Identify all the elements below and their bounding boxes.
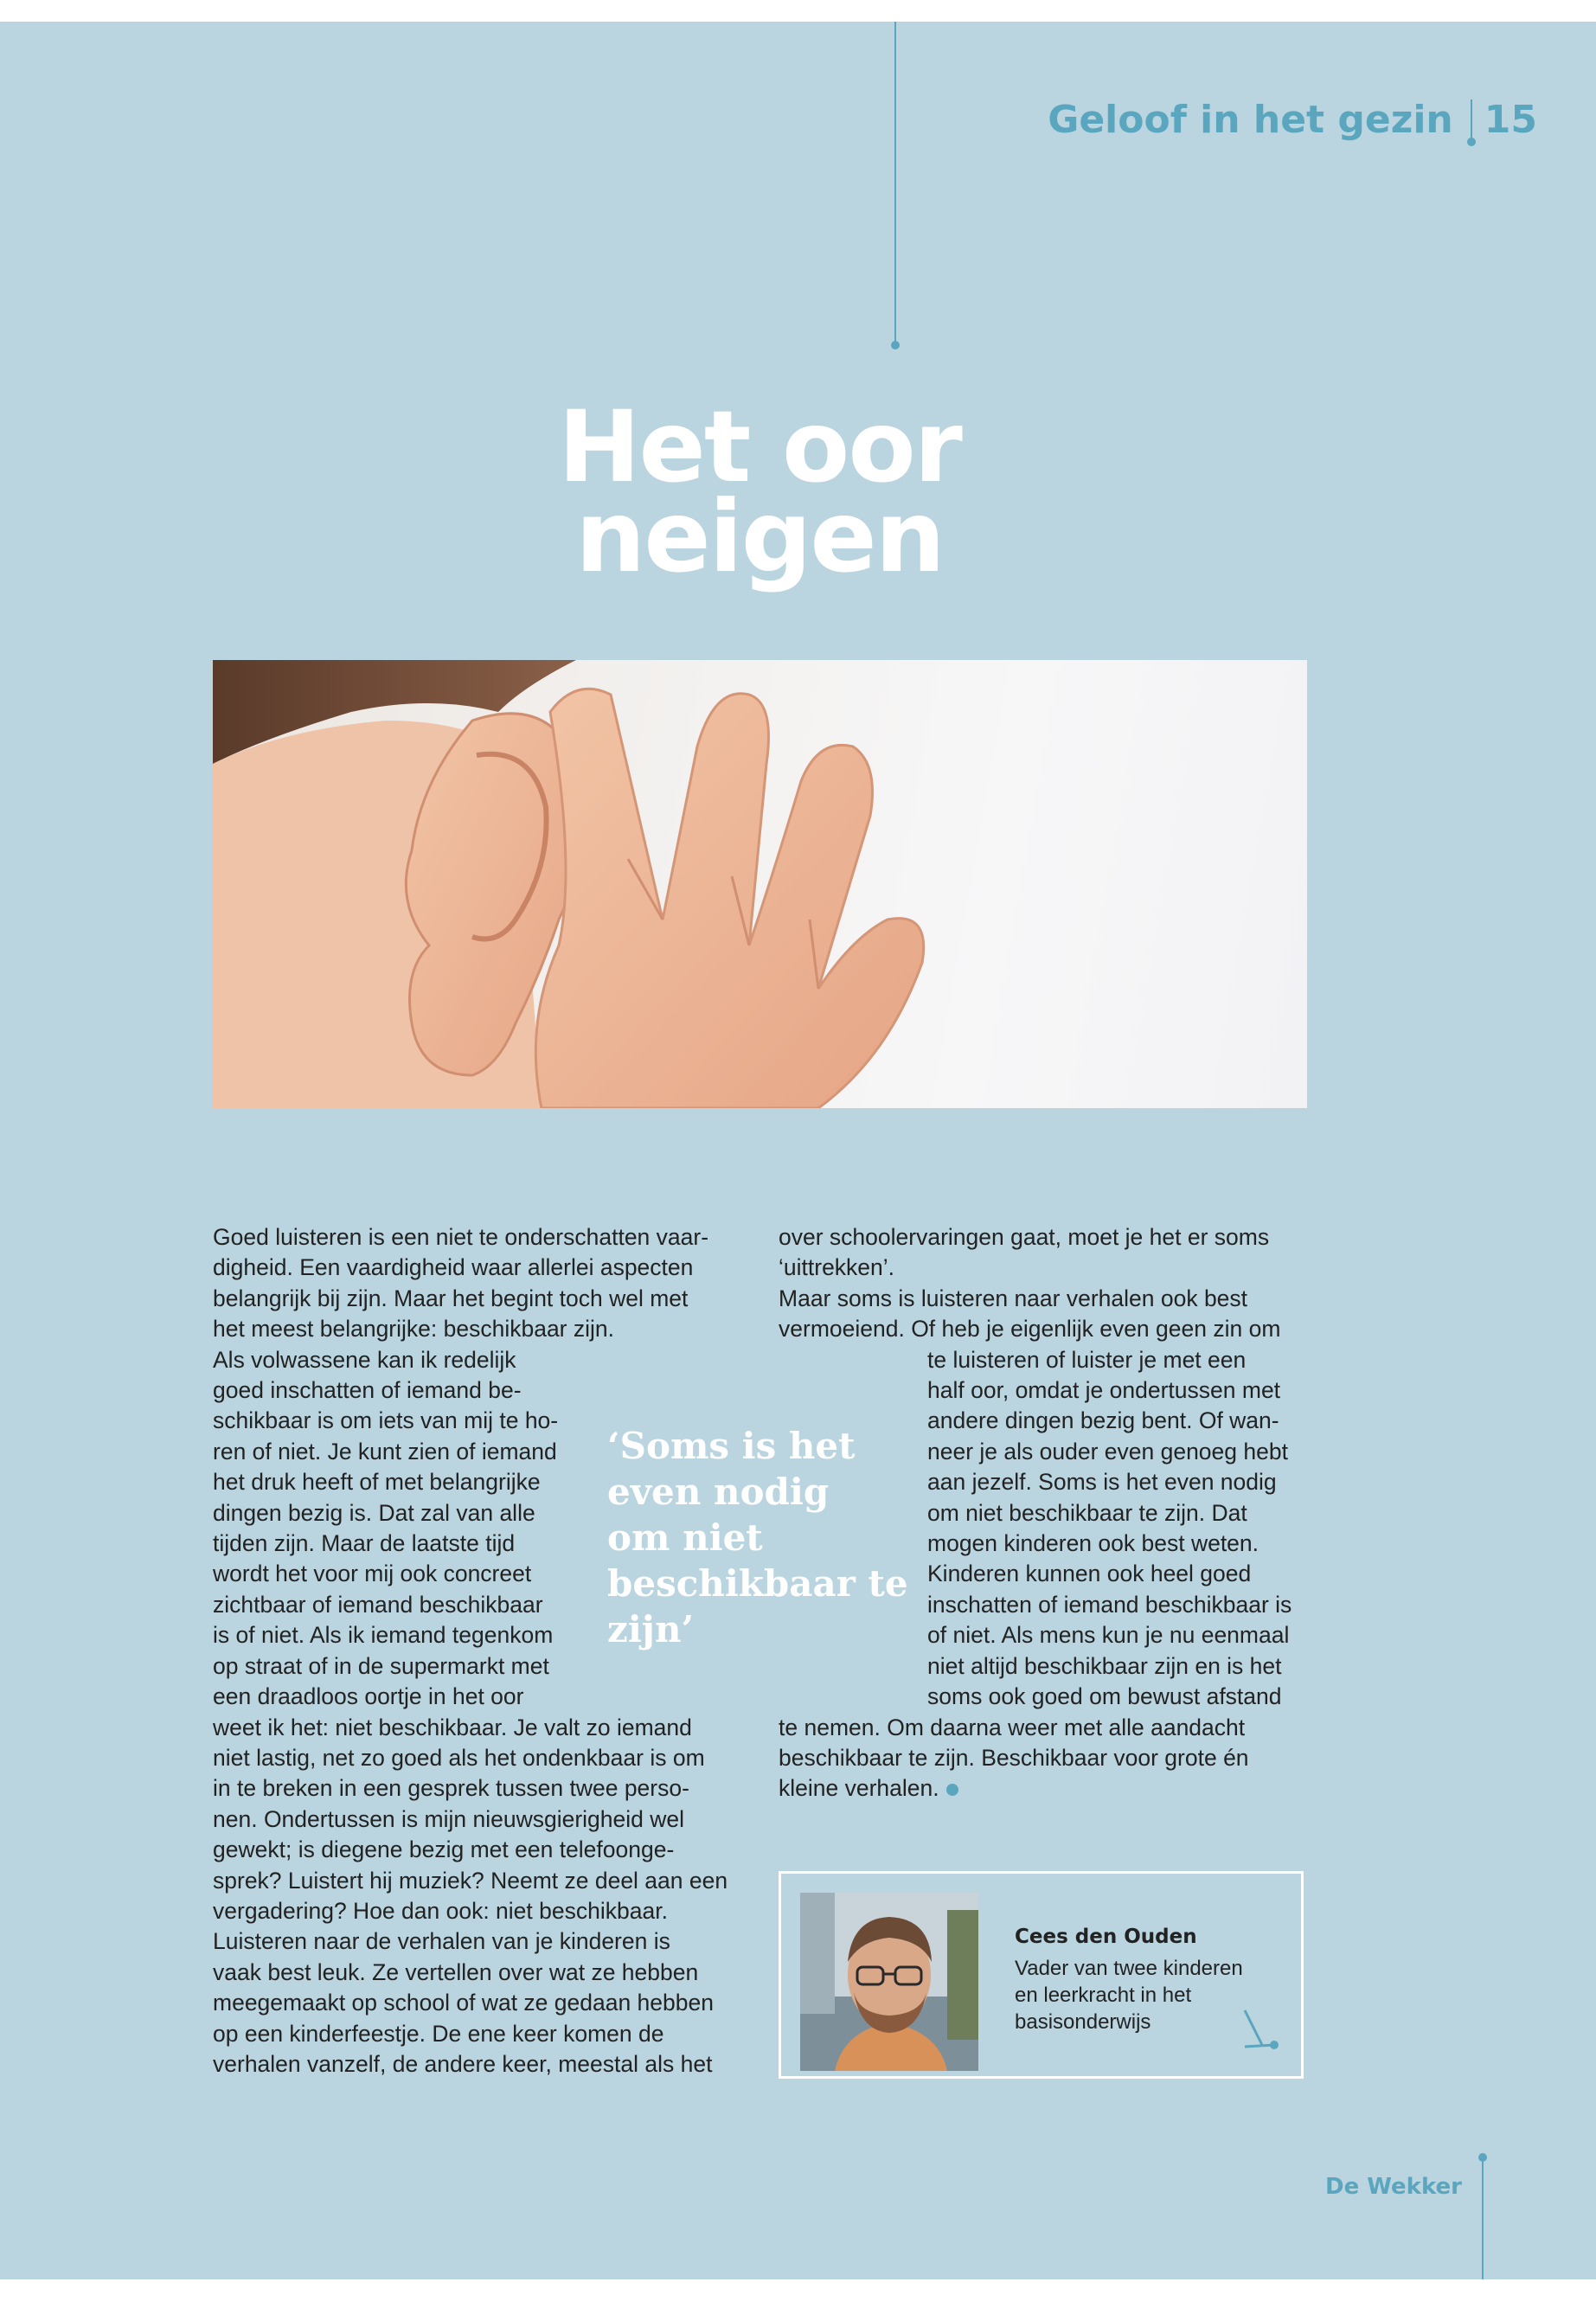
- text-line: vermoeiend. Of heb je eigenlijk even geen zin om: [779, 1316, 1281, 1343]
- pull-quote-line: zijn’: [607, 1608, 695, 1650]
- text-line: Als volwassene kan ik redelijk: [213, 1346, 516, 1373]
- magazine-page: [0, 22, 1596, 2279]
- text-line: het druk heeft of met belangrijke: [213, 1469, 541, 1496]
- text-line: half oor, omdat je ondertussen met: [927, 1377, 1281, 1404]
- text-line: in te breken in een gesprek tussen twee perso-: [213, 1775, 689, 1802]
- bottom-vertical-line: [1482, 2157, 1484, 2279]
- text-line: dingen bezig is. Dat zal van alle: [213, 1499, 535, 1526]
- author-role-line: basisonderwijs: [1015, 2010, 1151, 2034]
- header-separator: [1471, 99, 1472, 141]
- text-line: is of niet. Als ik iemand tegenkom: [213, 1622, 554, 1649]
- ear-hand-illustration: [213, 660, 1307, 1108]
- author-photo: [800, 1893, 978, 2071]
- text-line: digheid. Een vaardigheid waar allerlei aspecten: [213, 1254, 694, 1281]
- text-line: meegemaakt op school of wat ze gedaan hebben: [213, 1990, 714, 2016]
- author-box: [779, 1871, 1304, 2079]
- text-line: niet lastig, net zo goed als het ondenkbaar is om: [213, 1744, 705, 1771]
- pull-quote-line: beschikbaar te: [607, 1562, 908, 1605]
- author-role-line: Vader van twee kinderen: [1015, 1957, 1243, 1980]
- running-header: [1048, 98, 1537, 142]
- text-line-last: [779, 1773, 1311, 1804]
- text-line: wordt het voor mij ook concreet: [213, 1561, 532, 1587]
- text-line: andere dingen bezig bent. Of wan-: [927, 1407, 1279, 1434]
- text-line: belangrijk bij zijn. Maar het begint toch wel met: [213, 1285, 689, 1311]
- text-line: soms ook goed om bewust afstand: [927, 1683, 1282, 1710]
- text-line: of niet. Als mens kun je nu eenmaal: [927, 1622, 1290, 1649]
- text-line: Kinderen kunnen ook heel goed: [927, 1561, 1252, 1587]
- page-number: 15: [1484, 98, 1537, 142]
- text-line: beschikbaar te zijn. Beschikbaar voor grote én: [779, 1744, 1249, 1771]
- text-line: sprek? Luistert hij muziek? Neemt ze deel aan een: [213, 1867, 728, 1894]
- article-title: [517, 389, 1002, 594]
- text-line: het meest belangrijke: beschikbaar zijn.: [213, 1316, 614, 1343]
- text-line: nen. Ondertussen is mijn nieuwsgierigheid wel: [213, 1805, 685, 1832]
- top-line-dot: [891, 341, 900, 349]
- text-line: vaak best leuk. Ze vertellen over wat ze hebben: [213, 1958, 699, 1985]
- pull-quote-line: even nodig: [607, 1471, 830, 1513]
- decorative-line-icon: [1240, 2003, 1283, 2055]
- author-portrait: [800, 1893, 978, 2071]
- text-line: om niet beschikbaar te zijn. Dat: [927, 1499, 1247, 1526]
- text-line: mogen kinderen ook best weten.: [927, 1530, 1259, 1557]
- text-line: aan jezelf. Soms is het even nodig: [927, 1469, 1277, 1496]
- text-line: op straat of in de supermarkt met: [213, 1652, 549, 1679]
- text-line: goed inschatten of iemand be-: [213, 1377, 522, 1404]
- text-line: op een kinderfeestje. De ene keer komen de: [213, 2020, 664, 2047]
- footer-brand: De Wekker: [1325, 2174, 1462, 2200]
- text-line: tijden zijn. Maar de laatste tijd: [213, 1530, 516, 1557]
- author-role-line: en leerkracht in het: [1015, 1984, 1192, 2007]
- text-line: ren of niet. Je kunt zien of iemand: [213, 1438, 557, 1465]
- text-line: zichtbaar of iemand beschikbaar: [213, 1591, 543, 1618]
- section-title: Geloof in het gezin: [1048, 98, 1453, 142]
- text-line: neer je als ouder even genoeg hebt: [927, 1438, 1288, 1465]
- pull-quote-line: om niet: [607, 1516, 763, 1559]
- text-line: schikbaar is om iets van mij te ho-: [213, 1407, 559, 1434]
- last-line-text: kleine verhalen.: [779, 1775, 939, 1802]
- hero-image-ear-hand: [213, 660, 1307, 1108]
- text-line: niet altijd beschikbaar zijn en is het: [927, 1652, 1282, 1679]
- text-line: inschatten of iemand beschikbaar is: [927, 1591, 1292, 1618]
- title-line-2: neigen: [575, 479, 944, 594]
- text-line: te nemen. Om daarna weer met alle aandacht: [779, 1714, 1246, 1740]
- text-line: Goed luisteren is een niet te onderschatten vaar-: [213, 1224, 709, 1250]
- author-name: Cees den Ouden: [1015, 1926, 1197, 1948]
- text-line: gewekt; is diegene bezig met een telefoonge-: [213, 1836, 675, 1863]
- text-line: over schoolervaringen gaat, moet je het er soms: [779, 1224, 1270, 1250]
- title-line-1: Het oor: [558, 389, 961, 504]
- text-line: Maar soms is luisteren naar verhalen ook best: [779, 1285, 1248, 1311]
- author-role: [1015, 1955, 1243, 2035]
- article-column-2: [779, 1222, 1311, 1804]
- text-line: weet ik het: niet beschikbaar. Je valt zo iemand: [213, 1714, 692, 1740]
- text-line: Luisteren naar de verhalen van je kinderen is: [213, 1928, 670, 1955]
- bottom-line-dot: [1478, 2153, 1487, 2162]
- end-of-article-dot-icon: [946, 1784, 958, 1796]
- text-line: ‘uittrekken’.: [779, 1254, 895, 1281]
- pull-quote-line: ‘Soms is het: [607, 1425, 856, 1467]
- text-line: te luisteren of luister je met een: [927, 1346, 1247, 1373]
- text-line: een draadloos oortje in het oor: [213, 1683, 524, 1710]
- text-line: verhalen vanzelf, de andere keer, meestal als het: [213, 2050, 713, 2077]
- text-line: vergadering? Hoe dan ook: niet beschikbaar.: [213, 1897, 668, 1924]
- top-vertical-line: [894, 22, 896, 346]
